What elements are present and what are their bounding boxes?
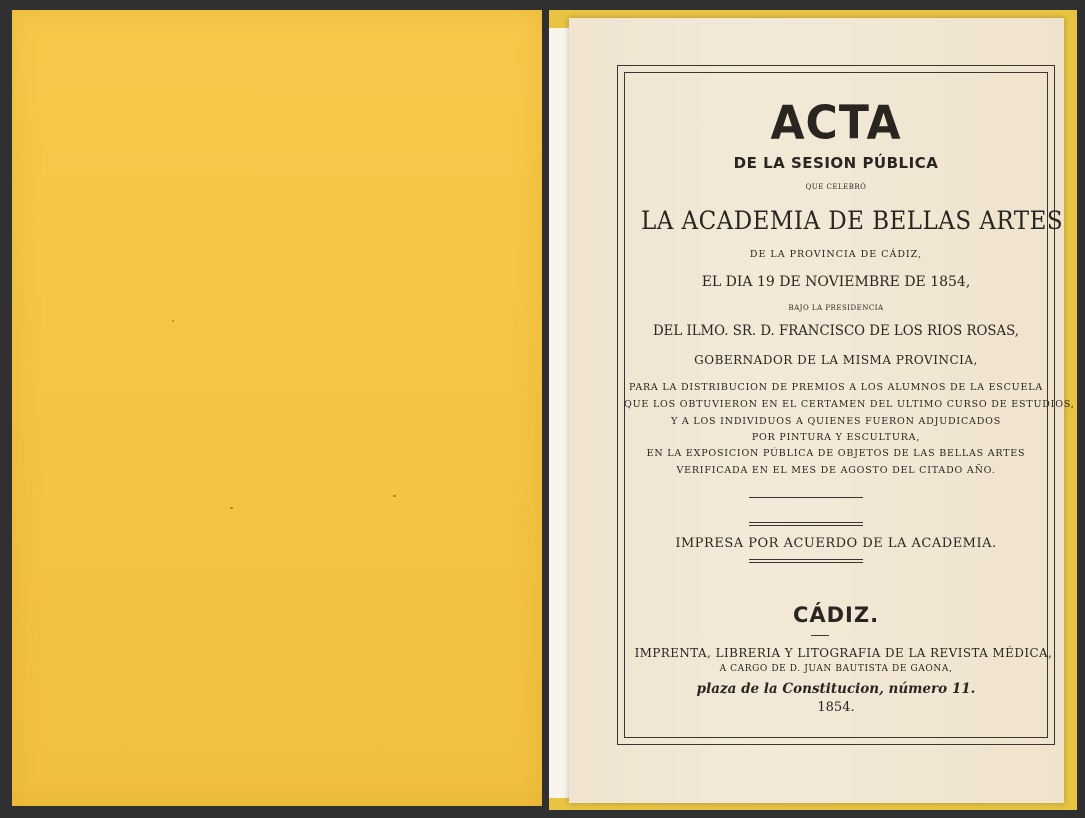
cover-speck — [230, 507, 233, 509]
open-book — [549, 10, 1077, 810]
text-gobernador: GOBERNADOR DE LA MISMA PROVINCIA, — [694, 353, 978, 367]
body-line: POR PINTURA Y ESCULTURA, — [751, 432, 921, 443]
cover-speck — [393, 495, 396, 497]
title-page — [569, 18, 1075, 803]
divider-rule — [749, 559, 863, 563]
text-date: EL DIA 19 DE NOVIEMBRE DE 1854, — [701, 274, 971, 290]
cover-speck — [172, 320, 174, 322]
text-year: 1854. — [817, 700, 855, 715]
body-line: PARA LA DISTRIBUCION DE PREMIOS A LOS ALUMNOS DE LA ESCUELA — [629, 382, 1043, 393]
title-acta: ACTA — [770, 96, 902, 151]
place-cadiz: CÁDIZ. — [792, 603, 880, 627]
text-plaza: plaza de la Constitucion, número 11. — [696, 681, 976, 697]
divider-rule — [749, 522, 863, 526]
subtitle-sesion: DE LA SESION PÚBLICA — [733, 154, 939, 172]
body-line: QUE LOS OBTUVIERON EN EL CERTAMEN DEL ULTIMO CURSO DE ESTUDIOS, — [624, 399, 1075, 410]
body-line: EN LA EXPOSICION PÚBLICA DE OBJETOS DE LAS BELLAS ARTES — [646, 448, 1026, 459]
text-provincia: DE LA PROVINCIA DE CÁDIZ, — [749, 249, 923, 260]
title-academia: LA ACADEMIA DE BELLAS ARTES — [640, 206, 1064, 235]
photo-edge — [1077, 0, 1085, 818]
short-divider — [811, 635, 829, 636]
text-bajo-presidencia: BAJO LA PRESIDENCIA — [788, 304, 884, 312]
text-imprenta: IMPRENTA, LIBRERIA Y LITOGRAFIA DE LA REVISTA MÉDICA, — [634, 645, 1053, 660]
text-presidente: DEL ILMO. SR. D. FRANCISCO DE LOS RIOS ROSAS, — [653, 323, 1019, 339]
yellow-book-cover — [12, 10, 542, 806]
body-line: VERIFICADA EN EL MES DE AGOSTO DEL CITADO AÑO. — [676, 465, 996, 476]
text-a-cargo: A CARGO DE D. JUAN BAUTISTA DE GAONA, — [719, 664, 953, 674]
body-line: Y A LOS INDIVIDUOS A QUIENES FUERON ADJUDICADOS — [670, 416, 1002, 427]
text-impresa: IMPRESA POR ACUERDO DE LA ACADEMIA. — [675, 536, 997, 551]
page-edge — [549, 28, 571, 798]
text-que-celebro: QUE CELEBRÓ — [805, 183, 867, 191]
divider-rule — [749, 497, 863, 498]
